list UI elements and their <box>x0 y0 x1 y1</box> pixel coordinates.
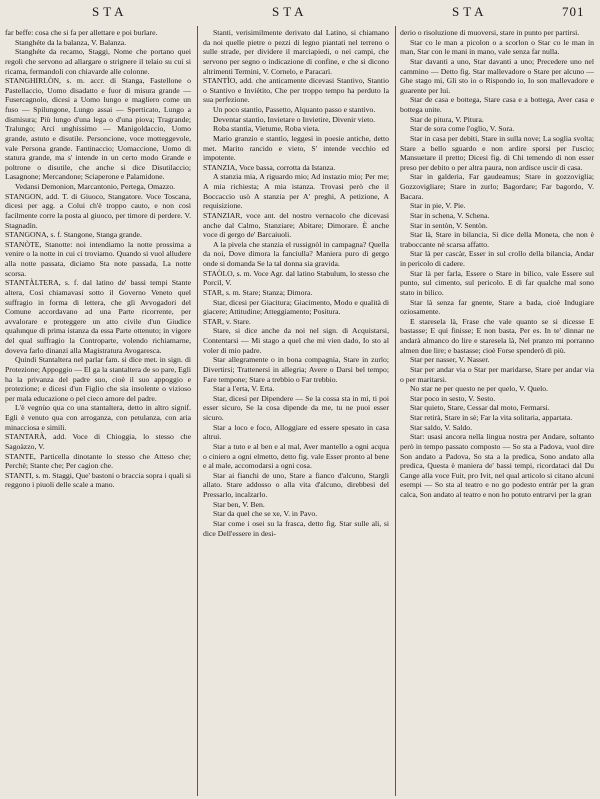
entry: Star retirà, Stare in sè; Far la vita solitaria, appartata. <box>410 413 573 422</box>
entry: STANZIAR, voce ant. del nostro vernacolo che dicevasi anche dal Calmo, Stanziare; Abitare; Dimorare. È anche voce di gergo de' Barcaiuoli. <box>203 210 389 240</box>
entry: STAR, v. Stare. <box>203 316 251 326</box>
entry: Mario granzio e stantìo, leggesi in poesie antiche, detto met. Marito rancido e vieto, S' intende vecchio ed impotente. <box>203 133 389 163</box>
entry: STANGONA, s. f. Stangone, Stanga grande. <box>5 230 142 240</box>
entry: Star a tuto e al ben e al mal, Aver mantello a ogni acqua o ciniero a ogni elmetto, detto fig. vale Esser pronto al bene e al male, accomodarsi a ogni cosa. <box>203 441 389 471</box>
entry: A stanzia mia, A riguardo mio; Ad instazio mio; Per me; A mia richiesta; A mia istanza. Trovasi però che il Boccaccio usò A stanzia per A' preghi, A petizione, A requisizione. <box>203 172 389 211</box>
entry: A la pivela che stanzia el russignòl in campagna? Quella da noi, Dove dimora la fanciulla? Maniera puro di gergo onde si domanda Se la tal donna sia gravida. <box>203 239 389 268</box>
entry: Star: usasi ancora nella lingua nostra per Andare, soltanto però in tempo passato composto — So sta a Padova, vuol dire Son andato a Padova, So sta a la predica, Sono andato alla predica, Questa è maniera de' bassi tempi, ricordataci dal Du Cange alla voce Fuit, pro Ivit, nel qual articolo si citano alcuni esempi — So sta al teatro e no go podesto entràr per la gran calca, Son andato al teatro e non ho potuto entrarvi per la gran <box>400 432 594 499</box>
entry: L'è vegnùo qua co una stantaltera, detto in altro signif. Egli è venuto qua con arroganza, con petulanza, con aria minacciosa e simili. <box>5 403 191 432</box>
entry: STANTÀLTERA, s. f. dal latino de' bassi tempi Stante altera, Così chiamavasi sotto il Governo Veneto quel suffragio in forma di lettera, che gli Avvogadori del Comune accordavano ad una Parte ricorrente, per avvalorare e proteggere un atto civile d'un Giudice qualunque di prima istanza da essa Parte ottenuto; in vigore del qual suffragio la Controparte, volendo richiamarne, doveva farlo dinanzi alla Magistratura Avogaresca. <box>5 278 191 355</box>
entry: Star in casa per debiti, Stare in sulla nove; La soglia svolta; Stare a bello sguardo e non ardire sporsi per l'uscio; Mansuetare il pretto; Dicesi fig. di Chi temendo di non esser preso per debito o per altra paura, non ardisce uscir di casa. <box>400 133 594 172</box>
entry: STANTÌO, add. che anticamente dicevasi Stantivo, Stantio o Stantivo e Inviètito, Che per troppo tempo ha perduto la sua perfezione. <box>203 76 389 105</box>
entry: E staresela là, Frase che vale quanto se si dicesse E bastasse; E qui finisse; E non basta, Per es. In te' dinnar ne andarà almanco do lire e staresela là, Nel pranzo mi porranno almen due lire; e bastasse; cioè Forse spenderò di più. <box>400 316 594 355</box>
column-2 <box>203 28 389 796</box>
entry: STANTE, Particella dinotante lo stesso che Atteso che; Perchè; Stante che; Per cagion che. <box>5 451 191 471</box>
entry: Star per andar via o Star per maridarse, Stare per andar via o per maritarsi. <box>400 364 594 384</box>
entry: Star quieto, Stare, Cessar dal moto, Fermarsi. <box>410 403 550 413</box>
entry: Star, dicesi per Giacitura; Giacimento, Modo e qualità di giacere; Attitudine; Atteggiamento; Positura. <box>203 297 389 317</box>
header-center: STA <box>272 4 308 19</box>
entry: Quindi Stantaltera nel parlar fam. si dice met. in sign. di Protezione; Appoggio — El ga la stantaltera de so pare, Egli ha la privanza del padre suo, cioè il suo appoggio e protezione; e dicesi d'un Figlio che sia insolente o vizioso per mala educazione o pel cieco amore del padre. <box>5 355 191 403</box>
entry: derio o risoluzione di muoversi, stare in punto per partirsi. <box>400 28 580 37</box>
entry: Star ai fianchi de uno, Stare a fianco d'alcuno, Stargli allato. Stare addosso o alla vita d'alcuno, direbbesi del Pressarlo, incalzarlo. <box>203 470 389 499</box>
entry: Stanghéte da recamo, Staggi, Nome che portano quei regoli che servono ad allargare o strignere il telaio su cui si ricama, fermandoli con chiavarde alle colonne. <box>5 47 191 76</box>
entry: Star allegramente o in bona compagnia, Stare in zurlo; Divertirsi; Trattenersi in allegria; Avere o Darsi bel tempo; Fare tempone; Stare a trebbio o Far trebbio. <box>203 355 389 384</box>
entry: STANTARÀ, add. Voce di Chioggia, lo stesso che Sagoàzzo, V. <box>5 432 191 451</box>
entry: far beffe: cosa che si fa per allettare e poi burlare. <box>5 28 158 37</box>
entry: Star come i osei su la frasca, detto fig. Star sulle ali, si dice Dell'essere in desi- <box>203 518 389 538</box>
entry: STANGHIRLÒN, s. m. accr. di Stanga, Fastellone o Pastellaccio, Uomo disadatto e fuor di misura grande — Fusercagnolo, dicesi a Uomo lungo e magliero come un fuso — Spilungone, Lungo assai — Sperticato, Lungo a dismisura; Più lungo d'una lega o d'una piova; Tragrande; Tralungo; Arcì unghissimo — Manigoldaccio, Uomo grande, astuto e disutile. Personcione, voce motteggevole, vale Persona grande. Fantinaccio; Uomaccione, Uomo di statura grande, ma s' intende in un certo modo Grande e poltrone o disutile, che anche si dice Disutilaccio; Lasagnone; Mercandone; Sciaperone e Palamidone. <box>5 76 191 182</box>
entry: Star a loco e foco, Alloggiare ed essere spesato in casa altrui. <box>203 422 389 442</box>
entry: Star de casa e bottega, Stare casa e a bottega, Aver casa e bottega unite. <box>400 95 594 114</box>
entry: Stare, si dice anche da noi nel sign. di Acquistarsi, Contentarsi — Mi stago a quel che mi vien dado, Io sto al voler di mio padre. <box>203 326 389 355</box>
entry: STAÒLO, s. m. Voce Agr. dal latino Stabulum, lo stesso che Porcil, V. <box>203 268 389 288</box>
entry: Star in galderia, Far gaudeamus; Stare in gozzoviglia; Gozzovigliare; Stare in zurlo; Bagordare; Far bagordo, V. Bacara. <box>400 172 594 201</box>
entry: Star poco in sesto, V. Sesto. <box>410 393 496 403</box>
column-1 <box>5 28 191 796</box>
column-divider <box>197 26 198 796</box>
running-header <box>0 4 600 24</box>
entry: Star co le man a picolon o a scorlon o Star co le man in man, Star con le mani in mano, vale senza far nulla. <box>400 37 594 57</box>
entry: Star ben, V. Ben. <box>213 499 265 509</box>
entry: Stanti, verisimilmente derivato dal Latino, si chiamano da noi quelle pietre o pezzi di legno piantati nel terreno o sulle strade, per dividere il marciapiedi, o nei campi, che servono per segno o indicazione di confine, e che si dicono altrimenti Termini, V. Cornelo, e Paracarì. <box>203 28 389 76</box>
entry: Star là per farla, Essere o Stare in bilico, vale Essere sul punto, sul cimento, sul pericolo. E di far qualche mal sono stato in bilico. <box>400 268 594 297</box>
entry: Star de pitura, V. Pitura. <box>410 114 484 124</box>
entry: Star de sora come l'oglio, V. Sora. <box>410 124 515 134</box>
entry: Star da quel che se xe, V. in Pavo. <box>213 509 318 519</box>
entry: Star là per cascàr, Esser in sul crollo della bilancia, Andar in pericolo di cadere. <box>400 249 594 268</box>
entry: Star saldo, V. Saldo. <box>410 422 473 432</box>
entry: Deventar stantìo, Invietare o Invietire, Divenir vieto. <box>213 114 376 124</box>
entry: Star a l'erta, V. Erta. <box>213 384 275 394</box>
header-left: STA <box>92 4 128 19</box>
header-right: STA <box>452 4 488 19</box>
entry: Star in pie, V. Pie. <box>410 201 466 211</box>
entry: Star là, Stare in bilancia, Si dice della Moneta, che non è traboccante nè scarsa affatto. <box>400 230 594 249</box>
entry: Star, dicesi per Dipendere — Se la cossa sta in mi, ti poi esser sicuro, Se la cosa dipende da me, tu ne puoi esser sicuro. <box>203 393 389 422</box>
entry: Un poco stantìo, Passetto, Alquanto passo e stantivo. <box>213 105 376 114</box>
entry: STANZIA, Voce bassa, corrotta da Istanza. <box>203 162 336 172</box>
entry: STANTI, s. m. Staggi, Que' bastoni o braccia sopra i quali si reggono i piuoli delle scale a mano. <box>5 470 191 490</box>
entry: Star in schena, V. Schena. <box>410 210 490 220</box>
column-3 <box>400 28 594 796</box>
entry: No star ne per questo ne per quelo, V. Quelo. <box>410 384 549 394</box>
entry: Star per nasser, V. Nasser. <box>410 355 490 365</box>
entry: Star là senza far gnente, Stare a bada, cioè Indugiare oziosamente. <box>400 297 594 317</box>
column-divider <box>395 26 396 796</box>
entry: STAR, s. m. Stare; Stanza; Dimora. <box>203 287 313 297</box>
entry: STANGON, add. T. di Giuoco, Stangatore. Voce Toscana, dicesi per agg. a Colui ch'è troppo cauto, e non così facilmente corre la posta al giuoco, per timore di perdere. V. Stagnadìn. <box>5 191 191 230</box>
entry: Vedansi Demonion, Marcantonio, Pertega, Omazzo. <box>15 182 176 191</box>
entry: Star davanti a uno, Star davanti a uno; Precedere uno nel cammino — Detto fig. Star mallevadore o Stare per alcuno — Ghe stago mi, Gli sto io o Rispondo io, Io son mallevadore e guarente per lui. <box>400 56 594 95</box>
entry: Roba stantìa, Vietume, Roba vieta. <box>213 124 320 134</box>
entry: Stanghéte da la balanza, V. Balanza. <box>15 37 127 47</box>
entry: STANÒTE, Stanotte: noi intendiamo la notte prossima a venire o la notte in cui ci troviamo. Quando si vuol alludere alla notte passata, diciamo Sta note passada, La notte scorsa. <box>5 239 191 278</box>
page-number: 701 <box>562 4 585 19</box>
entry: Star in sentòn, V. Sentòn. <box>410 220 488 230</box>
